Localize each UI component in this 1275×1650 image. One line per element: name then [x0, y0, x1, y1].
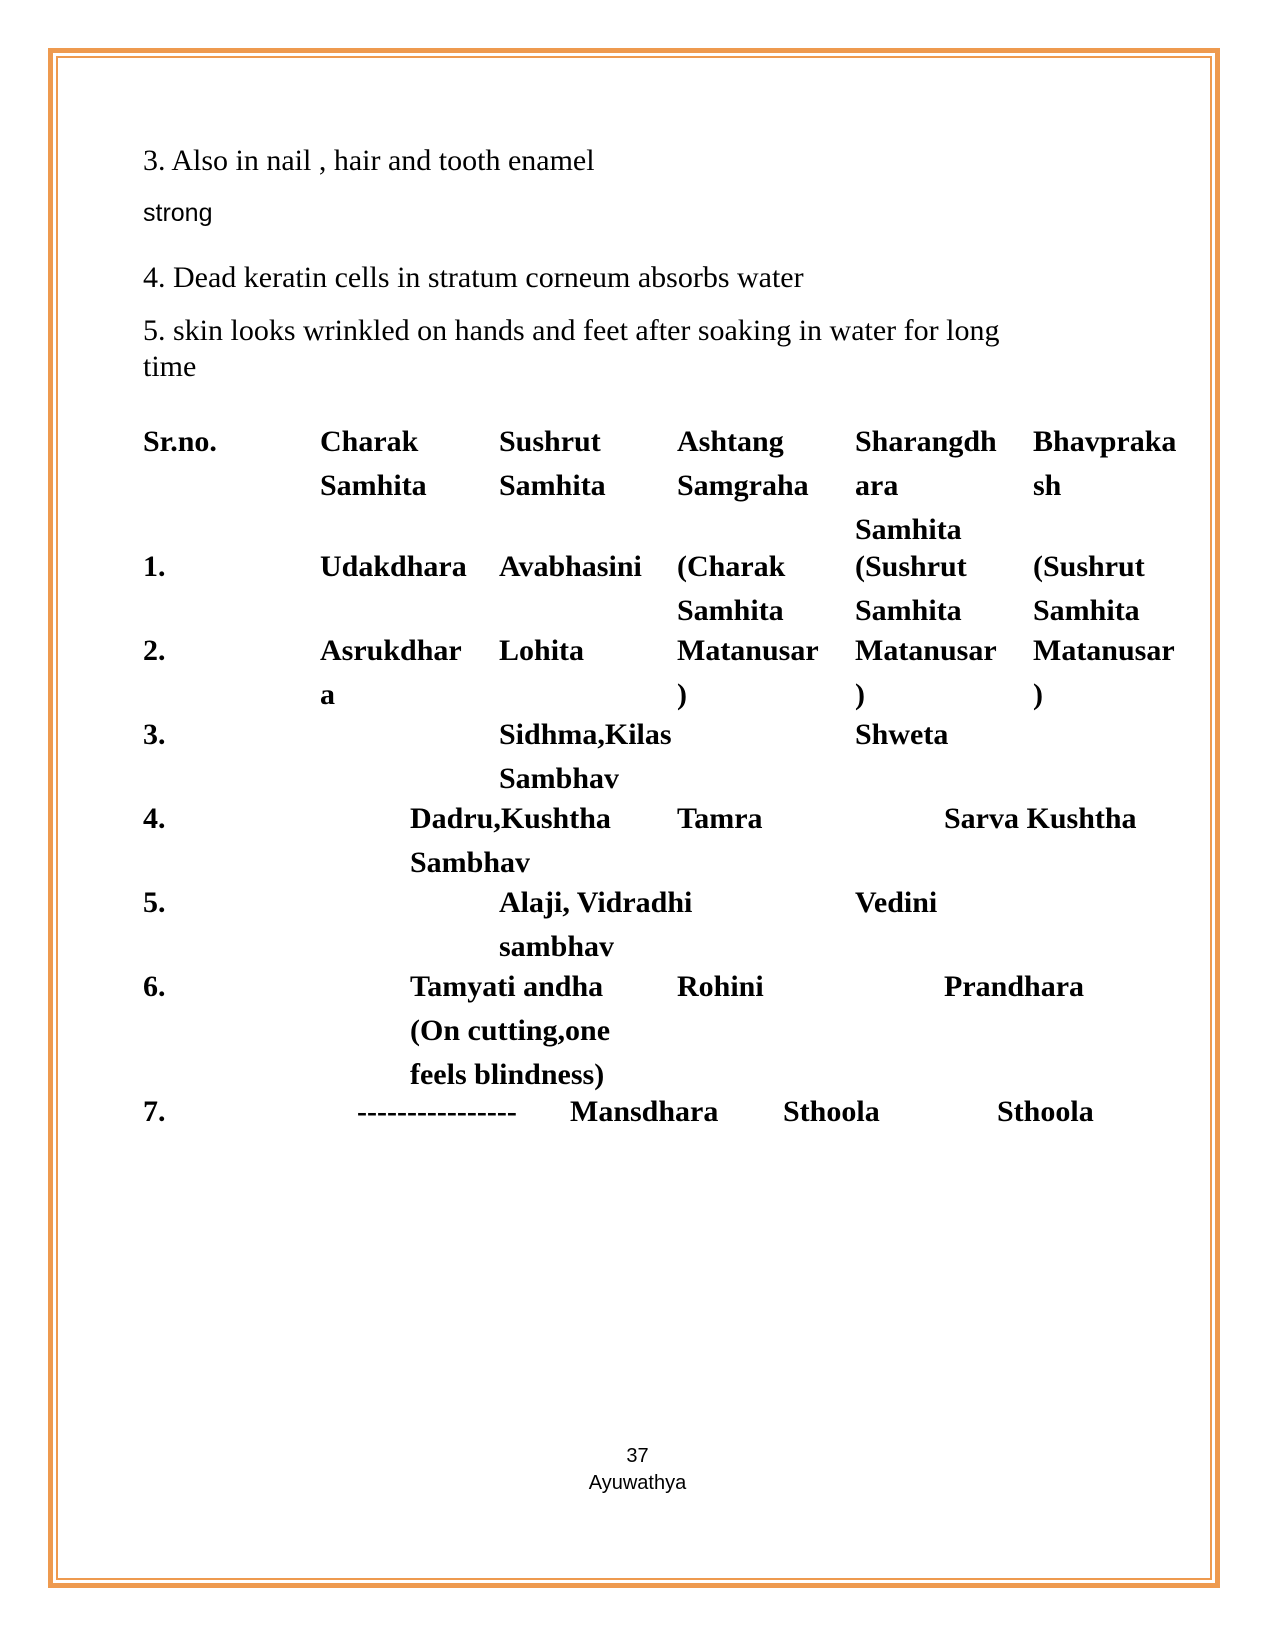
row-5-sharangdhara: Vedini [855, 886, 938, 919]
row-1-charak: Udakdhara [320, 550, 467, 583]
page-number: 37 [626, 1445, 649, 1467]
paragraph-3: 3. Also in nail , hair and tooth enamel [143, 144, 595, 177]
row-3-sharangdhara: Shweta [855, 718, 949, 751]
header-charak-samhita: Charak Samhita [320, 425, 427, 502]
row-1-sharangdhara: (Sushrut Samhita [855, 550, 967, 627]
paragraph-5-line-1: 5. skin looks wrinkled on hands and feet after soaking in water for long [143, 314, 1000, 347]
paragraph-5-line-2: time [143, 350, 197, 383]
row-7-dashes: ---------------- [357, 1095, 517, 1128]
paragraph-4: 4. Dead keratin cells in stratum corneum absorbs water [143, 261, 804, 294]
row-1-ashtang: (Charak Samhita [677, 550, 786, 627]
row-6-ashtang: Rohini [677, 970, 764, 1003]
row-2-bhavprakash: Matanusar ) [1033, 634, 1175, 711]
row-4-charak-sushrut: Dadru,Kushtha Sambhav [410, 802, 611, 879]
row-7-sr: 7. [143, 1095, 166, 1128]
row-3-sushrut: Sidhma,Kilas Sambhav [499, 718, 672, 795]
row-1-bhavprakash: (Sushrut Samhita [1033, 550, 1145, 627]
row-2-ashtang: Matanusar ) [677, 634, 819, 711]
row-4-sharangdhara-bhavprakash: Sarva Kushtha [944, 802, 1137, 835]
row-2-sharangdhara: Matanusar ) [855, 634, 997, 711]
header-sushrut-samhita: Sushrut Samhita [499, 425, 606, 502]
header-sr-no: Sr.no. [143, 425, 217, 458]
publication-name: Ayuwathya [588, 1472, 687, 1494]
row-5-sushrut: Alaji, Vidradhi sambhav [499, 886, 693, 963]
row-1-sushrut: Avabhasini [499, 550, 642, 583]
row-7-sthoola-2: Sthoola [997, 1095, 1094, 1128]
row-7-mansdhara: Mansdhara [570, 1095, 719, 1128]
row-2-sushrut: Lohita [499, 634, 585, 667]
row-1-sr: 1. [143, 550, 166, 583]
row-5-sr: 5. [143, 886, 166, 919]
row-4-sr: 4. [143, 802, 166, 835]
row-6-sr: 6. [143, 970, 166, 1003]
row-7-sthoola-1: Sthoola [783, 1095, 880, 1128]
row-2-charak: Asrukdhar a [320, 634, 462, 711]
word-strong: strong [143, 199, 213, 227]
header-ashtang-samgraha: Ashtang Samgraha [677, 425, 809, 502]
row-2-sr: 2. [143, 634, 166, 667]
row-6-sharangdhara-bhavprakash: Prandhara [944, 970, 1085, 1003]
header-sharangdhara-samhita: Sharangdh ara Samhita [855, 425, 997, 546]
row-6-charak-sushrut: Tamyati andha (On cutting,one feels blindness) [410, 970, 611, 1091]
row-4-ashtang: Tamra [677, 802, 763, 835]
row-3-sr: 3. [143, 718, 166, 751]
header-bhavprakash: Bhavpraka sh [1033, 425, 1177, 502]
